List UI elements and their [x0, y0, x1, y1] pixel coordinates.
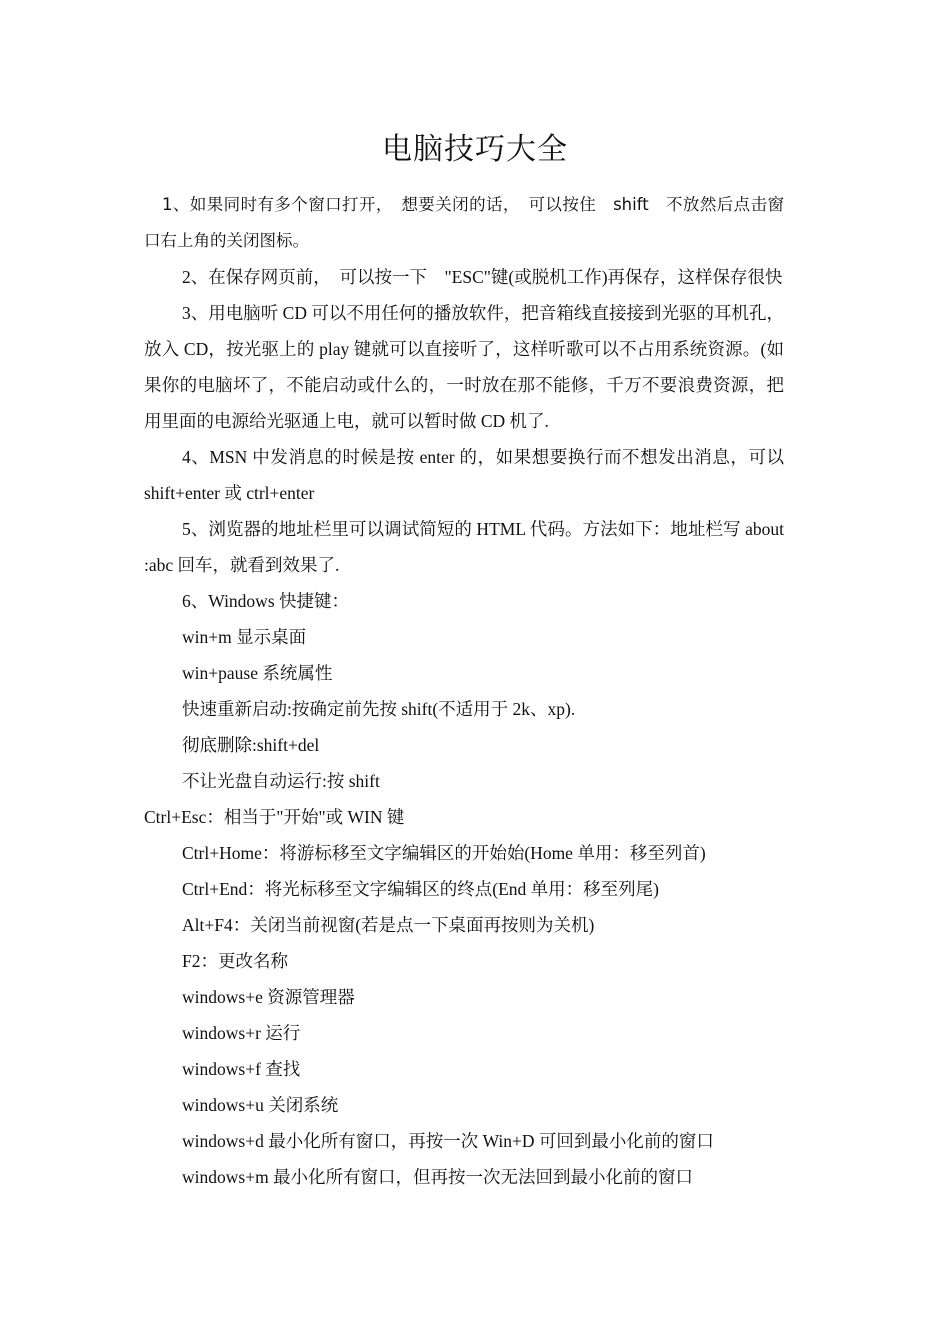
document-body: [144, 187, 784, 1195]
shortcut-line: Ctrl+End：将光标移至文字编辑区的终点(End 单用：移至列尾): [182, 879, 660, 899]
shortcut-line: 彻底删除:shift+del: [182, 735, 320, 755]
document-title: 电脑技巧大全: [382, 132, 568, 167]
shortcut-line: Ctrl+Home：将游标移至文字编辑区的开始始(Home 单用：移至列首): [182, 843, 706, 863]
shortcut-line: windows+e 资源管理器: [182, 987, 355, 1007]
tip-5: 5、浏览器的地址栏里可以调试简短的 HTML 代码。方法如下：地址栏写 about :abc 回车，就看到效果了.: [144, 519, 784, 575]
tip-1: 1、如果同时有多个窗口打开， 想要关闭的话， 可以按住 shift 不放然后点击窗口右上角的关闭图标。: [144, 195, 784, 250]
shortcut-line: windows+d 最小化所有窗口，再按一次 Win+D 可回到最小化前的窗口: [182, 1131, 714, 1151]
shortcut-line: windows+m 最小化所有窗口，但再按一次无法回到最小化前的窗口: [182, 1167, 694, 1187]
shortcut-line: windows+f 查找: [182, 1059, 301, 1079]
shortcut-line: 不让光盘自动运行:按 shift: [182, 771, 380, 791]
shortcut-line: windows+u 关闭系统: [182, 1095, 339, 1115]
shortcut-line: win+m 显示桌面: [182, 627, 307, 647]
tip-6-heading: 6、Windows 快捷键：: [182, 591, 350, 611]
shortcut-line: windows+r 运行: [182, 1023, 301, 1043]
shortcut-line-ctrl-esc: Ctrl+Esc：相当于"开始"或 WIN 键: [144, 807, 405, 827]
shortcut-line: Alt+F4：关闭当前视窗(若是点一下桌面再按则为关机): [182, 915, 595, 935]
tip-2: 2、在保存网页前， 可以按一下 "ESC"键(或脱机工作)再保存，这样保存很快: [182, 267, 783, 287]
shortcut-line: win+pause 系统属性: [182, 663, 333, 683]
tip-4: 4、MSN 中发消息的时候是按 enter 的，如果想要换行而不想发出消息，可以 shift+enter 或 ctrl+enter: [144, 447, 784, 503]
tip-3: 3、用电脑听 CD 可以不用任何的播放软件，把音箱线直接接到光驱的耳机孔，放入 CD，按光驱上的 play 键就可以直接听了，这样听歌可以不占用系统资源。(如果你的电脑坏了，不能启动或什么的，一时放在那不能修，千万不要浪费资源，把用里面的电源给光驱通上电，就可以暂时做 CD 机了.: [144, 303, 784, 431]
shortcut-line: 快速重新启动:按确定前先按 shift(不适用于 2k、xp).: [182, 699, 576, 719]
shortcut-line: F2：更改名称: [182, 951, 288, 971]
